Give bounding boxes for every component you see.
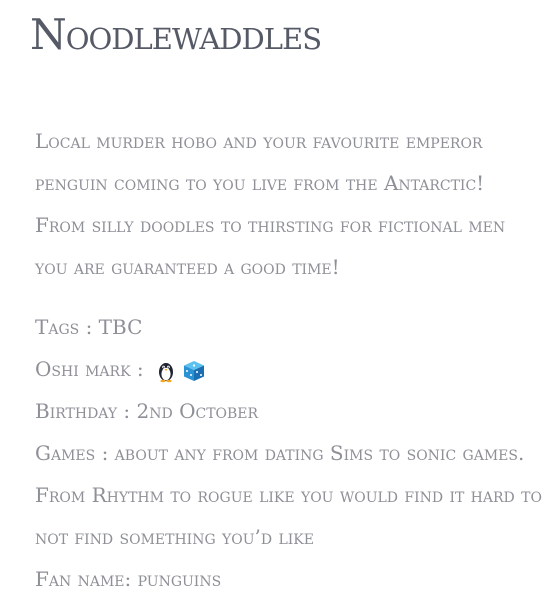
birthday-line: Birthday : 2nd October (35, 399, 259, 423)
oshi-mark-line (35, 348, 545, 390)
oshi-mark-icons (154, 359, 206, 383)
tags-line: Tags : TBC (35, 315, 143, 339)
penguin-icon (154, 359, 178, 383)
blue-dice-icon (182, 359, 206, 383)
page-title: Noodlewaddles (30, 10, 322, 59)
fan-name-line: Fan name: punguins (35, 567, 222, 591)
oshi-mark-label: Oshi mark : (35, 357, 144, 381)
profile-details (35, 306, 545, 600)
bio-paragraph: Local murder hobo and your favourite emperor penguin coming to you live from the Antarctic! From silly doodles to thirsting for fictional men you are guaranteed a good time! (35, 129, 506, 279)
games-line: Games : about any from dating Sims to sonic games. From Rhythm to rogue like you would find it hard to not find something you’d like (35, 441, 542, 549)
